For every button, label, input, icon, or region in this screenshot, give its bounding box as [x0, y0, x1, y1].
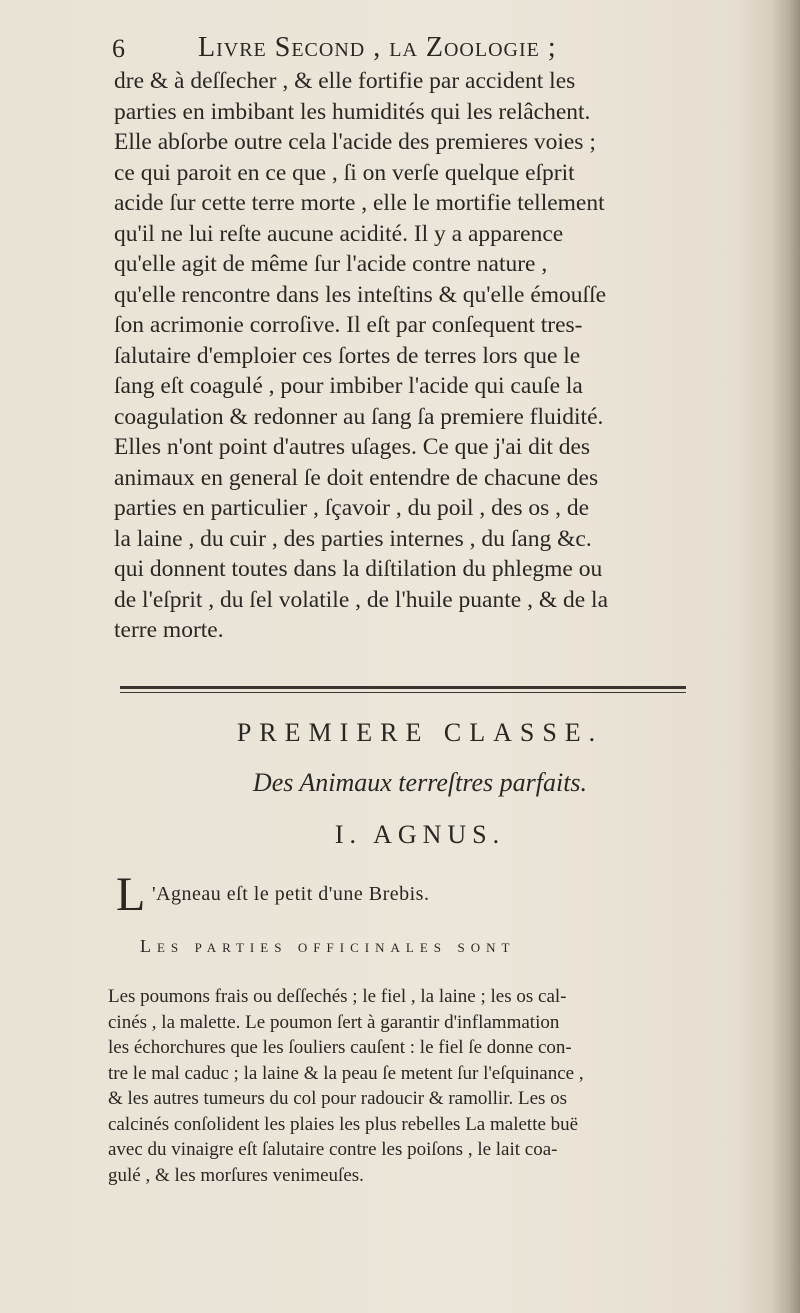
text-line: parties en imbibant les humidités qui les relâchent. — [114, 98, 591, 125]
text-line: qu'elle rencontre dans les inteſtins & qu'elle émouſſe — [114, 281, 607, 308]
page-edge-shadow — [772, 0, 800, 1313]
text-line: & les autres tumeurs du col pour radoucir & ramollir. Les os — [108, 1088, 568, 1109]
class-subtitle: Des Animaux terreſtres parfaits. — [252, 768, 588, 797]
text-line: qu'il ne lui reſte aucune acidité. Il y a apparence — [114, 220, 564, 247]
definition-text: 'Agneau eſt le petit d'une Brebis. — [152, 883, 430, 905]
text-line: les échorchures que les ſouliers cauſent : le fiel ſe donne con- — [108, 1037, 572, 1058]
text-line: tre le mal caduc ; la laine & la peau ſe metent ſur l'eſquinance , — [108, 1062, 584, 1084]
text-line: gulé , & les morſures venimeuſes. — [108, 1164, 364, 1186]
text-line: Elles n'ont point d'autres uſages. Ce que j'ai dit des — [114, 434, 591, 460]
class-title: PREMIERE CLASSE. — [236, 718, 604, 747]
text-line: terre morte. — [114, 617, 224, 643]
text-line: acide ſur cette terre morte , elle le mortifie tellement — [114, 190, 605, 216]
drop-cap: L — [116, 868, 146, 921]
text-line: qu'elle agit de même ſur l'acide contre nature , — [114, 251, 548, 277]
text-line: animaux en general ſe doit entendre de chacune des — [114, 464, 599, 491]
text-line: de l'eſprit , du ſel volatile , de l'huile puante , & de la — [114, 586, 608, 613]
text-line: ſang eſt coagulé , pour imbiber l'acide qui cauſe la — [114, 373, 583, 399]
section-divider-thick — [120, 686, 686, 689]
text-line: ce qui paroit en ce que , ſi on verſe quelque eſprit — [114, 159, 575, 186]
running-title: Livre Second , la Zoologie ; — [198, 32, 557, 63]
text-line: ſon acrimonie corroſive. Il eſt par conſequent tres- — [114, 312, 583, 338]
text-line: calcinés conſolident les plaies les plus rebelles La malette buë — [108, 1113, 579, 1135]
text-line: parties en particulier , ſçavoir , du poil , des os , de — [114, 495, 590, 521]
text-line: cinés , la malette. Le poumon ſert à garantir d'inflammation — [108, 1011, 560, 1033]
parts-heading: Les parties officinales sont — [140, 936, 516, 956]
parts-paragraph — [108, 984, 720, 1188]
text-line: ſalutaire d'emploier ces ſortes de terres lors que le — [114, 342, 581, 369]
text-line: qui donnent toutes dans la diſtilation du phlegme ou — [114, 556, 603, 582]
text-line: la laine , du cuir , des parties internes , du ſang &c. — [114, 525, 592, 552]
section-divider-thin — [120, 692, 686, 693]
text-line: avec du vinaigre eſt ſalutaire contre les poiſons , le lait coa- — [108, 1139, 558, 1160]
text-line: Elle abſorbe outre cela l'acide des premieres voies ; — [114, 129, 596, 155]
definition-line — [116, 868, 736, 925]
section-heading: I. AGNUS. — [334, 820, 506, 849]
text-line: coagulation & redonner au ſang ſa premiere fluidité. — [114, 403, 604, 430]
page-number: 6 — [112, 34, 126, 63]
body-paragraph — [114, 66, 734, 646]
text-line: dre & à deſſecher , & elle fortifie par accident les — [114, 68, 576, 94]
text-line: Les poumons frais ou deſſechés ; le fiel , la laine ; les os cal- — [108, 986, 567, 1007]
